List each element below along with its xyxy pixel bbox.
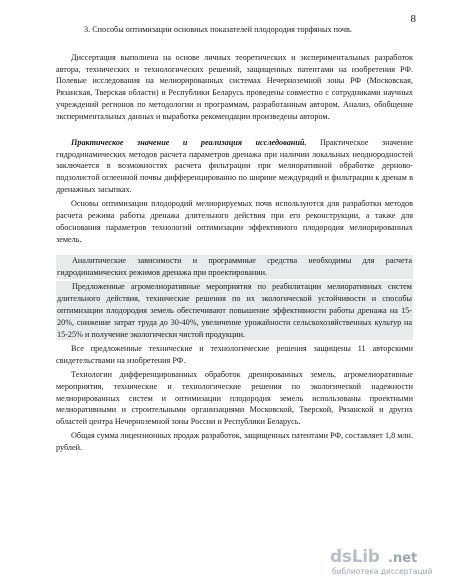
watermark-tagline: библиотека диссертаций bbox=[332, 567, 433, 576]
watermark-tld: .net bbox=[388, 551, 418, 566]
document-body bbox=[56, 24, 413, 456]
paragraph-practical-significance bbox=[56, 137, 413, 196]
paragraph-agromeliorative-measures: Предложенные агромелиоративные мероприятия по реабилитации мелиоративных систем длительного действия, технические решения по их экологической устойчивости и способы оптимизации плодородия земель обеспечивают повышение эффективности работы дренажа на 15-20%, снижение затрат труда до 30-40%, увеличение урожайности сельскохозяйственных культур на 15-25% и получение экологически чистой продукции. bbox=[57, 282, 412, 339]
paragraph-author-contribution: Диссертация выполнена на основе личных теоретических и экспериментальных разработок автора, технических и технологических решений, защищенных патентами на изобретения РФ. Полевые исследования на мелиорированных системах Нечерноземной зоны РФ (Московская, Рязанская, Тверская области) и Республики Беларусь проведены совместно с сотрудниками научных учреждений регионов по методологии и программам, разработанным автором. Анализ, обобщение экспериментальных данных и выработка рекомендации произведены автором. bbox=[56, 52, 413, 121]
section-heading-practical: Практическое значение и реализация исследований. bbox=[71, 137, 307, 147]
paragraph-license-sales: Общая сумма лицензионных продаж разработок, защищенных патентами РФ, составляет 1,8 млн. рублей. bbox=[56, 431, 413, 453]
paragraph-optimization-basics: Основы оптимизации плодородий мелиорируемых почв используются для разработки методов расчета режима работы дренажа длительного действия при его реконструкции, а также для обоснования параметров технологий оптимизации эффективного плодородия мелиорированных земель. bbox=[56, 199, 413, 244]
dslib-watermark bbox=[330, 547, 442, 577]
paragraph-technologies-used: Технологии дифференцированных обработок дренированных земель, агромелиоративные мероприятия, технические и технологические решения по экологической надежности мелиорированных систем и оптимизации плодородия земель использованы проектными мелиоративными и строительными организациями Московской, Тверской, Рязанской и других областей центра Нечерноземной зоны России и Республики Беларусь. bbox=[56, 369, 413, 427]
page-number: 8 bbox=[410, 13, 416, 25]
research-item-3: 3. Способы оптимизации основных показателей плодородия торфяных почв. bbox=[84, 25, 352, 34]
watermark-logo: dsLib bbox=[330, 547, 380, 567]
practical-significance-text: Практическое значение гидродинамических методов расчета параметров дренажа при наличии локальных неоднородностей заключается в возможностях расчета фильтрации при мелиоративной обработке дерново-подзолистой оглеенной почвы дифференцированно по ширине междурядий и фильтрации к дренам в дренажных засыпках. bbox=[56, 137, 413, 194]
paragraph-patents: Все предложенные технические и технологические решения защищены 11 авторскими свидетельствами на изобретения РФ. bbox=[56, 343, 413, 365]
paragraph-analytical-tools: Аналитические зависимости и программные средства необходимы для расчета гидродинамических режимов дренажа при проектировании. bbox=[57, 256, 412, 278]
